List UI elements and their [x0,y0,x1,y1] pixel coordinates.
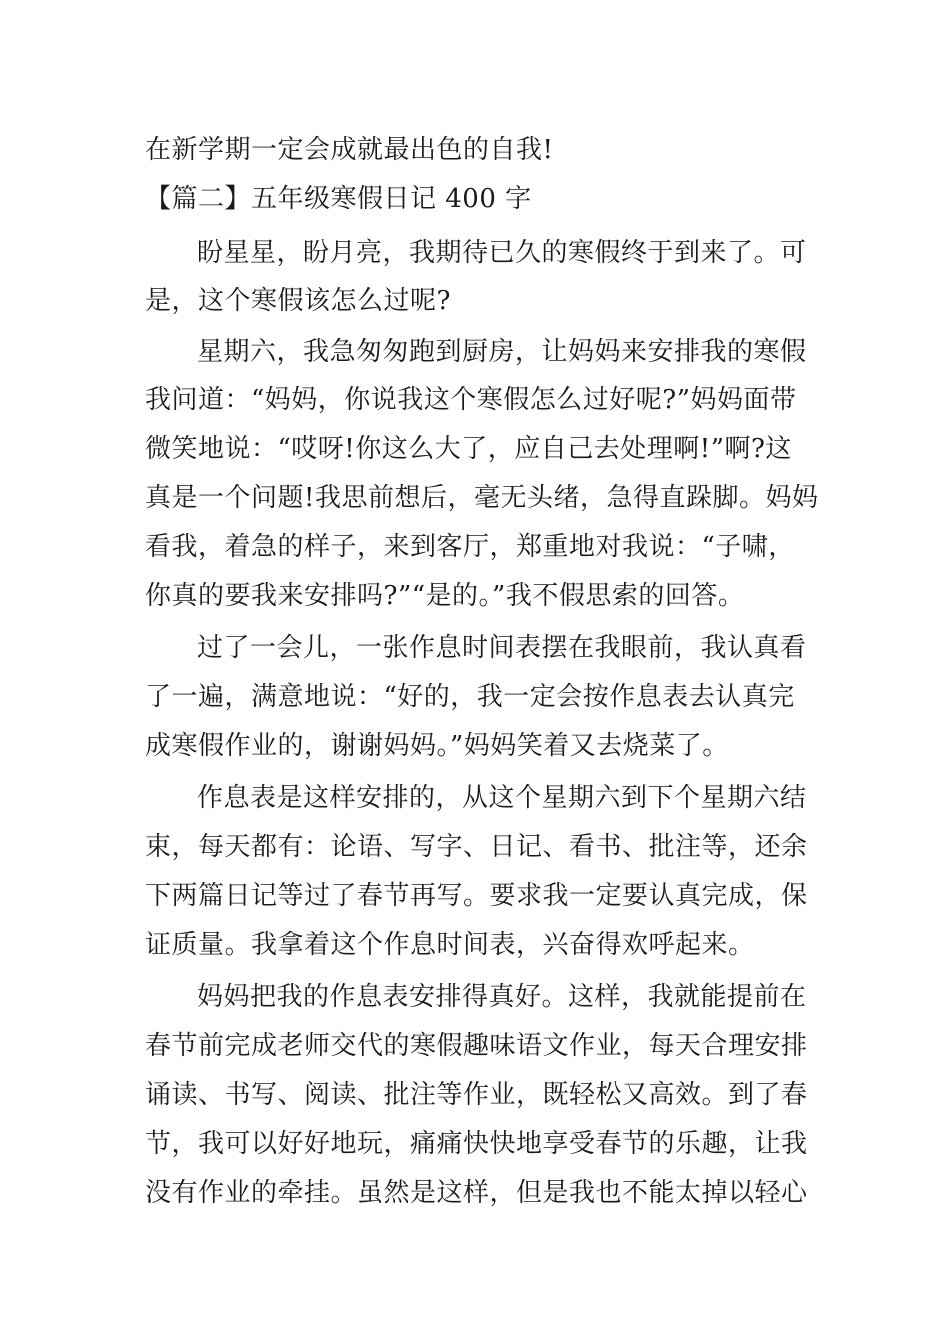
text-line: 下两篇日记等过了春节再写。要求我一定要认真完成，保 [145,881,808,911]
text-line: 诵读、书写、阅读、批注等作业，既轻松又高效。到了春 [145,1080,808,1110]
text-line: 作息表是这样安排的，从这个星期六到下个星期六结 [197,783,807,813]
text-line: 我问道：“妈妈，你说我这个寒假怎么过好呢?”妈妈面带 [145,385,797,415]
text-line: 真是一个问题!我思前想后，毫无头绪，急得直跺脚。妈妈 [145,483,819,513]
text-line: 在新学期一定会成就最出色的自我! [145,135,554,165]
text-line: 你真的要我来安排吗?”“是的。”我不假思索的回答。 [145,581,745,611]
text-line: 是，这个寒假该怎么过呢? [145,286,451,316]
text-line: 微笑地说：“哎呀!你这么大了，应自己去处理啊!”啊?这 [145,434,792,464]
text-line: 没有作业的牵挂。虽然是这样，但是我也不能太掉以轻心 [145,1178,808,1208]
text-line: 过了一会儿，一张作息时间表摆在我眼前，我认真看 [197,633,807,663]
text-line: 春节前完成老师交代的寒假趣味语文作业，每天合理安排 [145,1031,808,1061]
text-line: 成寒假作业的，谢谢妈妈。”妈妈笑着又去烧菜了。 [145,731,729,761]
text-line: 盼星星，盼月亮，我期待已久的寒假终于到来了。可 [197,238,807,268]
text-line: 束，每天都有：论语、写字、日记、看书、批注等，还余 [145,832,808,862]
text-line: 星期六，我急匆匆跑到厨房，让妈妈来安排我的寒假 [197,337,807,367]
text-line: 节，我可以好好地玩，痛痛快快地享受春节的乐趣，让我 [145,1129,808,1159]
text-line: 看我，着急的样子，来到客厅，郑重地对我说：“子啸， [145,532,795,562]
text-line: 证质量。我拿着这个作息时间表，兴奋得欢呼起来。 [145,930,755,960]
text-line: 妈妈把我的作息表安排得真好。这样，我就能提前在 [197,982,807,1012]
section-heading: 【篇二】五年级寒假日记 400 字 [145,184,532,214]
text-line: 了一遍，满意地说：“好的，我一定会按作息表去认真完 [145,682,795,712]
